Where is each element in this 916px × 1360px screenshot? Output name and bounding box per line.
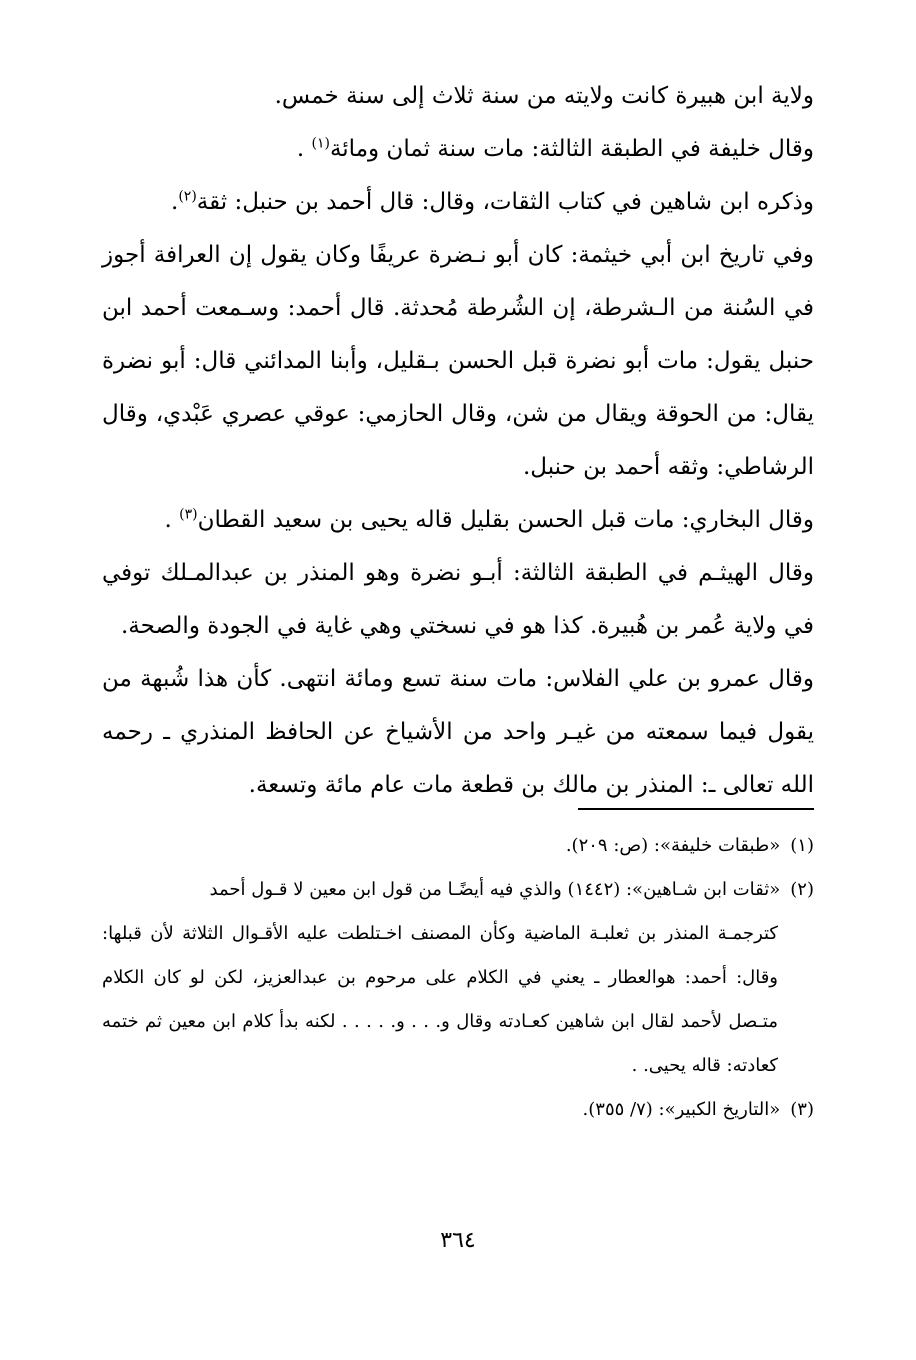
paragraph-text: وقال الهيثـم في الطبقة الثالثة: أبـو نضرة وهو المنذر بن عبدالمـلك توفي في ولاية عُمر بن هُبيرة. كذا هو في نسختي وهي غاية في الجودة والصحة.: [102, 560, 814, 639]
footnote-number: (١): [790, 835, 814, 856]
paragraph-text: وقال البخاري: مات قبل الحسن بقليل قاله يحيى بن سعيد القطان: [197, 507, 814, 533]
paragraph-2: [102, 123, 814, 176]
footnote-ref-3: (٣): [179, 506, 198, 523]
paragraph-tail: .: [171, 189, 179, 215]
footnote-divider: [578, 808, 814, 810]
footnotes: [102, 824, 814, 1132]
footnote-3: [102, 1088, 814, 1132]
paragraph-1: [102, 70, 814, 123]
paragraph-tail: .: [296, 136, 312, 162]
main-text: [102, 70, 814, 812]
paragraph-text: ولاية ابن هبيرة كانت ولايته من سنة ثلاث إلى سنة خمس.: [274, 83, 814, 109]
paragraph-tail: .: [164, 507, 180, 533]
footnote-text: «التاريخ الكبير»: (٧/ ٣٥٥).: [582, 1099, 781, 1120]
footnote-2-continuation: كترجمـة المنذر بن ثعلبـة الماضية وكأن المصنف اخـتلطت عليه الأقـوال الثلاثة لأن قبلها: وقال: أحمد: هوالعطار ـ يعني في الكلام على مرحوم بن عبدالعزيز، لكن لو كان الكلام متـصل لأحمد لقال ابن شاهين كعـادته وقال و. . . و. . . . . لكنه بدأ كلام ابن معين ثم ختمه كعادته: قاله يحيى. .: [102, 923, 778, 1076]
footnote-ref-1: (١): [311, 135, 330, 152]
page-number: ٣٦٤: [440, 1228, 476, 1253]
paragraph-6: [102, 547, 814, 653]
paragraph-5: [102, 494, 814, 547]
footnote-text: «ثقات ابن شـاهين»: (١٤٤٢) والذي فيه أيضًـا من قول ابن معين لا قـول أحمد: [209, 879, 781, 900]
paragraph-text: وقال خليفة في الطبقة الثالثة: مات سنة ثمان ومائة: [329, 136, 814, 162]
paragraph-text: وفي تاريخ ابن أبي خيثمة: كان أبو نـضرة عريفًا وكان يقول إن العرافة أجوز في السُنة من الـشرطة، إن الشُرطة مُحدثة. قال أحمد: وسـمعت أحمد ابن حنبل يقول: مات أبو نضرة قبل الحسن بـقليل، وأبنا المدائني قال: أبو نضرة يقال: من الحوقة ويقال من شن، وقال الحازمي: عوقي عصري عَبْدي، وقال الرشاطي: وثقه أحمد بن حنبل.: [102, 242, 814, 480]
paragraph-text: وذكره ابن شاهين في كتاب الثقات، وقال: قال أحمد بن حنبل: ثقة: [196, 189, 814, 215]
paragraph-7: [102, 653, 814, 812]
footnote-text: «طبقات خليفة»: (ص: ٢٠٩).: [565, 835, 781, 856]
footnote-number: (٣): [790, 1099, 814, 1120]
paragraph-text: وقال عمرو بن علي الفلاس: مات سنة تسع ومائة انتهى. كأن هذا شُبهة من يقول فيما سمعته من غيـر واحد من الأشياخ عن الحافظ المنذري ـ رحمه الله تعالى ـ: المنذر بن مالك بن قطعة مات عام مائة وتسعة.: [102, 666, 814, 798]
footnote-number: (٢): [790, 879, 814, 900]
paragraph-4: [102, 229, 814, 494]
footnote-2: [102, 868, 814, 912]
paragraph-3: [102, 176, 814, 229]
footnote-ref-2: (٢): [178, 188, 197, 205]
footnote-1: [102, 824, 814, 868]
